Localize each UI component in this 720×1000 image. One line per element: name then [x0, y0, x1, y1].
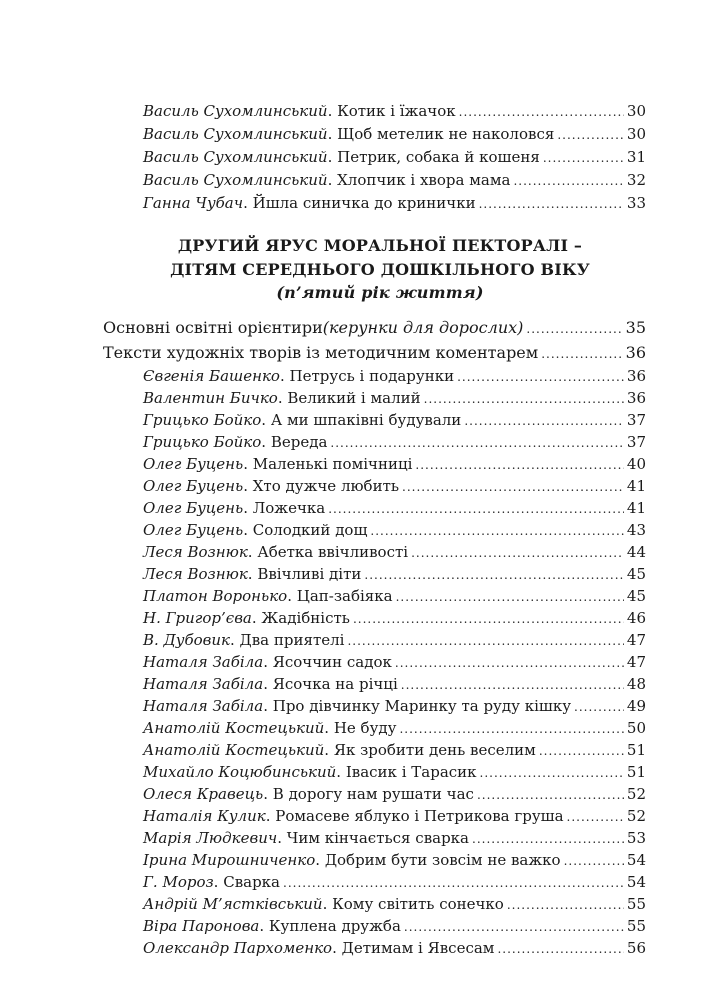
entry-page-number: 55: [626, 895, 646, 913]
entry-author: Андрій М’ястківський: [143, 895, 323, 913]
entry-page-number: 48: [626, 675, 646, 693]
leader-dots: [347, 631, 623, 651]
toc-entry: Віра Паронова . Куплена дружба ..... 55: [143, 916, 646, 937]
entry-title: Петрусь і подарунки: [289, 367, 455, 385]
leader-dots: [543, 148, 624, 168]
leader-dots: [401, 675, 624, 695]
entry-author: Наталя Забіла: [143, 675, 264, 693]
entry-page-number: 35: [625, 318, 646, 337]
toc-entry: Олександр Пархоменко . Детимам і Явсесам ..... 56: [143, 938, 646, 959]
entry-title: Два приятелі: [239, 631, 345, 649]
leader-dots: [399, 719, 623, 739]
entry-author: Наталя Забіла: [143, 697, 264, 715]
entry-page-number: 46: [626, 609, 646, 627]
entry-page-number: 52: [626, 785, 646, 803]
entry-title: Абетка ввічливості: [257, 543, 409, 561]
entry-title: Чим кінчається сварка: [286, 829, 469, 847]
entry-title: Кому світить сонечко: [332, 895, 504, 913]
entry-author: Ірина Мирошниченко: [143, 851, 316, 869]
toc-entry: Ірина Мирошниченко . Добрим бути зовсім не важко ..... 54: [143, 850, 646, 871]
entry-title: Вереда: [270, 433, 328, 451]
toc-entry: Олег Буцень . Ложечка ..... 41: [143, 498, 646, 519]
entry-title: Ложечка: [252, 499, 326, 517]
entry-title: Йшла синичка до кринички: [252, 194, 476, 212]
entry-title: Івасик і Тарасик: [345, 763, 477, 781]
section-heading-line-1: ДРУГИЙ ЯРУС МОРАЛЬНОЇ ПЕКТОРАЛІ –: [177, 236, 583, 255]
leader-dots: [411, 543, 624, 563]
section-subheading: (п’ятий рік життя): [276, 283, 484, 302]
entry-page-number: 45: [626, 587, 646, 605]
entry-page-number: 32: [626, 171, 646, 189]
toc-entry: Василь Сухомлинський . Петрик, собака й кошеня ..... 31: [143, 147, 646, 168]
entry-page-number: 47: [626, 631, 646, 649]
entry-author: В. Дубовик: [143, 631, 230, 649]
toc-entry: Леся Вознюк . Абетка ввічливості ..... 44: [143, 542, 646, 563]
leader-dots: [464, 411, 624, 431]
entry-page-number: 44: [626, 543, 646, 561]
toc-entry: Василь Сухомлинський . Хлопчик і хвора мама ..... 32: [143, 170, 646, 191]
toc-entry: Михайло Коцюбинський . Івасик і Тарасик ..... 51: [143, 762, 646, 783]
entry-author: Н. Григор’єва: [143, 609, 252, 627]
entry-title: Не буду: [333, 719, 397, 737]
entry-title: Маленькі помічниці: [252, 455, 413, 473]
entry-title: Ясочка на річці: [272, 675, 398, 693]
entry-page-number: 36: [626, 367, 646, 385]
entry-title: Котик і їжачок: [337, 102, 456, 120]
leader-dots: [364, 565, 624, 585]
entry-title: Сварка: [223, 873, 281, 891]
leader-dots: [457, 367, 624, 387]
entry-page-number: 37: [626, 411, 646, 429]
toc-entry: Платон Воронько . Цап-забіяка ..... 45: [143, 586, 646, 607]
entry-author: Василь Сухомлинський: [143, 148, 328, 166]
entry-page-number: 45: [626, 565, 646, 583]
entry-title: Щоб метелик не наколовся: [337, 125, 555, 143]
entry-page-number: 51: [626, 741, 646, 759]
entry-title: Жадібність: [261, 609, 350, 627]
toc-entry: Олеся Кравець . В дорогу нам рушати час ..... 52: [143, 784, 646, 805]
entry-page-number: 33: [626, 194, 646, 212]
toc-entry: Наталя Забіла . Ясоччин садок ..... 47: [143, 652, 646, 673]
entry-author: Грицько Бойко: [143, 411, 262, 429]
entry-author: Олег Буцень: [143, 521, 244, 539]
toc-entry: Г. Мороз . Сварка ..... 54: [143, 872, 646, 893]
entry-title: Про дівчинку Маринку та руду кішку: [272, 697, 572, 715]
entry-page-number: 37: [626, 433, 646, 451]
toc-entry: Марія Людкевич . Чим кінчається сварка ..... 53: [143, 828, 646, 849]
entry-page-number: 52: [626, 807, 646, 825]
toc-entry: Олег Буцень . Солодкий дощ ..... 43: [143, 520, 646, 541]
entry-author: Василь Сухомлинський: [143, 125, 328, 143]
entry-author: Олег Буцень: [143, 477, 244, 495]
entry-author: Наталія Кулик: [143, 807, 266, 825]
entry-title: Солодкий дощ: [252, 521, 368, 539]
toc-entry: В. Дубовик . Два приятелі ..... 47: [143, 630, 646, 651]
entry-page-number: 50: [626, 719, 646, 737]
entry-page-number: 51: [626, 763, 646, 781]
entry-title: Ясоччин садок: [272, 653, 392, 671]
leader-dots: [497, 939, 623, 959]
main-entry-text: Тексти художніх творів із методичним коментарем: [103, 343, 539, 362]
toc-entry: Грицько Бойко . Вереда ..... 37: [143, 432, 646, 453]
entry-author: Віра Паронова: [143, 917, 260, 935]
leader-dots: [513, 171, 623, 191]
toc-main-entry: [103, 343, 646, 364]
entry-author: Леся Вознюк: [143, 543, 248, 561]
entry-title: Цап-забіяка: [296, 587, 393, 605]
leader-dots: [283, 873, 624, 893]
entry-title: Як зробити день веселим: [333, 741, 536, 759]
entry-page-number: 41: [626, 499, 646, 517]
entry-author: Василь Сухомлинський: [143, 171, 328, 189]
leader-dots: [539, 741, 624, 761]
leader-dots: [424, 389, 624, 409]
toc-entry: Олег Буцень . Хто дужче любить ..... 41: [143, 476, 646, 497]
toc-entry: Валентин Бичко . Великий і малий ..... 36: [143, 388, 646, 409]
leader-dots: [402, 477, 624, 497]
leader-dots: [472, 829, 624, 849]
leader-dots: [507, 895, 624, 915]
toc-entry: Андрій М’ястківський . Кому світить сонечко ..... 55: [143, 894, 646, 915]
entry-page-number: 47: [626, 653, 646, 671]
entry-page-number: 30: [626, 125, 646, 143]
leader-dots: [480, 763, 624, 783]
toc-main-entry: [103, 318, 646, 339]
leader-dots: [330, 433, 624, 453]
entry-title: Ромасеве яблуко і Петрикова груша: [275, 807, 564, 825]
entry-title: Хлопчик і хвора мама: [337, 171, 511, 189]
entry-page-number: 36: [625, 343, 646, 362]
entry-title: Ввічливі діти: [257, 565, 362, 583]
toc-entry: Анатолій Костецький . Як зробити день веселим ..... 51: [143, 740, 646, 761]
leader-dots: [395, 653, 624, 673]
entry-title: В дорогу нам рушати час: [272, 785, 474, 803]
toc-entry: Анатолій Костецький . Не буду ..... 50: [143, 718, 646, 739]
leader-dots: [567, 807, 624, 827]
main-entry-note: (керунки для дорослих): [322, 318, 524, 337]
entry-author: Євгенія Башенко: [143, 367, 280, 385]
toc-entry: Олег Буцень . Маленькі помічниці ..... 40: [143, 454, 646, 475]
entry-page-number: 54: [626, 851, 646, 869]
entry-page-number: 56: [626, 939, 646, 957]
toc-entry: Василь Сухомлинський . Щоб метелик не наколовся ..... 30: [143, 124, 646, 145]
entry-title: Петрик, собака й кошеня: [337, 148, 540, 166]
toc-entry: Леся Вознюк . Ввічливі діти ..... 45: [143, 564, 646, 585]
leader-dots: [370, 521, 624, 541]
toc-entry: Наталія Кулик . Ромасеве яблуко і Петрикова груша ..... 52: [143, 806, 646, 827]
entry-page-number: 36: [626, 389, 646, 407]
leader-dots: [526, 319, 622, 339]
toc-entry: Євгенія Башенко . Петрусь і подарунки ..... 36: [143, 366, 646, 387]
entry-page-number: 40: [626, 455, 646, 473]
leader-dots: [459, 102, 624, 122]
leader-dots: [328, 499, 624, 519]
leader-dots: [564, 851, 624, 871]
entry-author: Г. Мороз: [143, 873, 214, 891]
entry-title: Добрим бути зовсім не важко: [324, 851, 561, 869]
entry-author: Валентин Бичко: [143, 389, 278, 407]
entry-title: А ми шпаківні будували: [270, 411, 462, 429]
main-entry-text: Основні освітні орієнтири: [103, 318, 323, 337]
entry-page-number: 49: [626, 697, 646, 715]
entry-page-number: 30: [626, 102, 646, 120]
entry-page-number: 53: [626, 829, 646, 847]
entry-author: Олександр Пархоменко: [143, 939, 333, 957]
entry-author: Олег Буцень: [143, 499, 244, 517]
leader-dots: [404, 917, 624, 937]
leader-dots: [477, 785, 624, 805]
entry-author: Марія Людкевич: [143, 829, 278, 847]
entry-author: Олеся Кравець: [143, 785, 264, 803]
toc-entry: Наталя Забіла . Про дівчинку Маринку та руду кішку ..... 49: [143, 696, 646, 717]
leader-dots: [574, 697, 624, 717]
toc-entry: Василь Сухомлинський . Котик і їжачок ..... 30: [143, 101, 646, 122]
entry-author: Ганна Чубач: [143, 194, 244, 212]
section-heading-line-2: ДІТЯМ СЕРЕДНЬОГО ДОШКІЛЬНОГО ВІКУ: [170, 260, 590, 279]
leader-dots: [415, 455, 623, 475]
entry-page-number: 43: [626, 521, 646, 539]
entry-page-number: 55: [626, 917, 646, 935]
entry-title: Великий і малий: [287, 389, 421, 407]
leader-dots: [396, 587, 624, 607]
entry-page-number: 31: [626, 148, 646, 166]
entry-author: Анатолій Костецький: [143, 719, 325, 737]
entry-author: Грицько Бойко: [143, 433, 262, 451]
entry-page-number: 54: [626, 873, 646, 891]
entry-author: Василь Сухомлинський: [143, 102, 328, 120]
leader-dots: [557, 125, 624, 145]
leader-dots: [353, 609, 624, 629]
entry-title: Хто дужче любить: [252, 477, 400, 495]
entry-author: Платон Воронько: [143, 587, 288, 605]
entry-title: Куплена дружба: [268, 917, 401, 935]
entry-page-number: 41: [626, 477, 646, 495]
entry-author: Леся Вознюк: [143, 565, 248, 583]
entry-author: Анатолій Костецький: [143, 741, 325, 759]
entry-title: Детимам і Явсесам: [341, 939, 495, 957]
leader-dots: [479, 194, 624, 214]
entry-author: Олег Буцень: [143, 455, 244, 473]
toc-entry: Ганна Чубач . Йшла синичка до кринички ..... 33: [143, 193, 646, 214]
toc-entry: Наталя Забіла . Ясочка на річці ..... 48: [143, 674, 646, 695]
toc-entry: Н. Григор’єва . Жадібність ..... 46: [143, 608, 646, 629]
toc-entry: Грицько Бойко . А ми шпаківні будували ..... 37: [143, 410, 646, 431]
leader-dots: [541, 344, 622, 364]
entry-author: Михайло Коцюбинський: [143, 763, 337, 781]
entry-author: Наталя Забіла: [143, 653, 264, 671]
